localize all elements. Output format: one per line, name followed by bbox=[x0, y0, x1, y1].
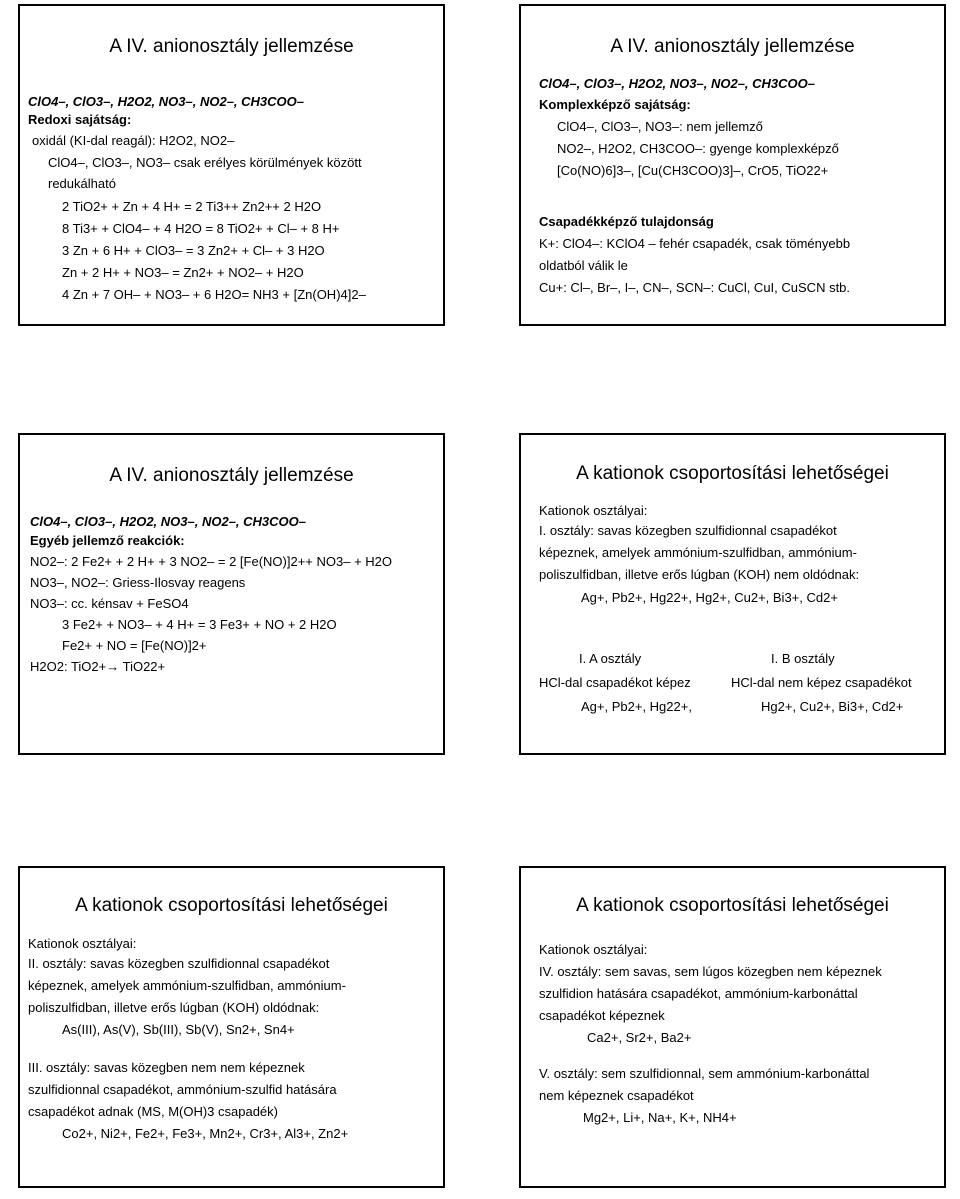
slide-cation-class-1 bbox=[519, 433, 946, 755]
text-line: poliszulfidban, illetve erős lúgban (KOH) oldódnak: bbox=[28, 1000, 320, 1015]
text-line: nem képeznek csapadékot bbox=[539, 1088, 694, 1103]
slide-title: A IV. anionosztály jellemzése bbox=[610, 36, 855, 57]
text-line: képeznek, amelyek ammónium-szulfidban, ammónium- bbox=[539, 545, 857, 560]
ion-list: As(III), As(V), Sb(III), Sb(V), Sn2+, Sn4+ bbox=[62, 1022, 295, 1037]
equation-line: 8 Ti3+ + ClO4– + 4 H2O = 8 TiO2+ + Cl– + 8 H+ bbox=[62, 221, 340, 236]
anion-list: ClO4–, ClO3–, H2O2, NO3–, NO2–, CH3COO– bbox=[30, 514, 306, 529]
ion-list: Mg2+, Li+, Na+, K+, NH4+ bbox=[583, 1110, 737, 1125]
text-line: K+: ClO4–: KClO4 – fehér csapadék, csak töményebb bbox=[539, 236, 851, 251]
ion-list: Co2+, Ni2+, Fe2+, Fe3+, Mn2+, Cr3+, Al3+, Zn2+ bbox=[62, 1126, 349, 1141]
text-line: oxidál (KI-dal reagál): H2O2, NO2– bbox=[32, 133, 235, 148]
slide-cation-class-4-5 bbox=[519, 866, 946, 1188]
subclass-b-ions: Hg2+, Cu2+, Bi3+, Cd2+ bbox=[761, 699, 904, 714]
slide-title: A kationok csoportosítási lehetőségei bbox=[75, 895, 388, 916]
slide-title: A IV. anionosztály jellemzése bbox=[109, 465, 354, 486]
slide-title: A IV. anionosztály jellemzése bbox=[109, 36, 354, 57]
slide-title: A kationok csoportosítási lehetőségei bbox=[576, 895, 889, 916]
text-line: poliszulfidban, illetve erős lúgban (KOH) nem oldódnak: bbox=[539, 567, 860, 582]
section-heading: Csapadékképző tulajdonság bbox=[539, 214, 714, 229]
equation-line: Zn + 2 H+ + NO3– = Zn2+ + NO2– + H2O bbox=[62, 265, 304, 280]
subclass-b-heading: I. B osztály bbox=[771, 651, 835, 666]
anion-list: ClO4–, ClO3–, H2O2, NO3–, NO2–, CH3COO– bbox=[539, 76, 815, 91]
subclass-a-ions: Ag+, Pb2+, Hg22+, bbox=[581, 699, 692, 714]
text-line: ClO4–, ClO3–, NO3– csak erélyes körülmények között bbox=[48, 155, 362, 170]
class-heading: I. osztály: savas közegben szulfidionnal csapadékot bbox=[539, 523, 837, 538]
slide-anion-redox bbox=[18, 4, 445, 326]
text-line: NO3–, NO2–: Griess-Ilosvay reagens bbox=[30, 575, 246, 590]
section-heading: Egyéb jellemző reakciók: bbox=[30, 533, 185, 548]
text-line: H2O2: TiO2+→ TiO22+ bbox=[30, 659, 166, 674]
text-line: Kationok osztályai: bbox=[539, 942, 648, 957]
text-line: Cu+: Cl–, Br–, I–, CN–, SCN–: CuCl, CuI, CuSCN stb. bbox=[539, 280, 851, 295]
text-line: Kationok osztályai: bbox=[539, 503, 648, 518]
slide-anion-reactions bbox=[18, 433, 445, 755]
text-line: ClO4–, ClO3–, NO3–: nem jellemző bbox=[557, 119, 763, 134]
equation-line: 2 TiO2+ + Zn + 4 H+ = 2 Ti3++ Zn2++ 2 H2O bbox=[62, 199, 322, 214]
text-line: képeznek, amelyek ammónium-szulfidban, ammónium- bbox=[28, 978, 346, 993]
equation-line: NO2–: 2 Fe2+ + 2 H+ + 3 NO2– = 2 [Fe(NO)]2++ NO3– + H2O bbox=[30, 554, 393, 569]
text-line: csapadékot adnak (MS, M(OH)3 csapadék) bbox=[28, 1104, 278, 1119]
subclass-b-desc: HCl-dal nem képez csapadékot bbox=[731, 675, 912, 690]
subclass-a-desc: HCl-dal csapadékot képez bbox=[539, 675, 691, 690]
equation-line: Fe2+ + NO = [Fe(NO)]2+ bbox=[62, 638, 207, 653]
equation-line: 4 Zn + 7 OH– + NO3– + 6 H2O= NH3 + [Zn(OH)4]2– bbox=[62, 287, 366, 302]
class-heading: IV. osztály: sem savas, sem lúgos közegben nem képeznek bbox=[539, 964, 882, 979]
text-line: oldatból válik le bbox=[539, 258, 628, 273]
section-heading: Redoxi sajátság: bbox=[28, 112, 132, 127]
slide-cation-class-2-3 bbox=[18, 866, 445, 1188]
text-line: NO3–: cc. kénsav + FeSO4 bbox=[30, 596, 189, 611]
text-line: [Co(NO)6]3–, [Cu(CH3COO)3]–, CrO5, TiO22+ bbox=[557, 163, 829, 178]
class-heading: V. osztály: sem szulfidionnal, sem ammónium-karbonáttal bbox=[539, 1066, 870, 1081]
slide-anion-complex bbox=[519, 4, 946, 326]
text-line: NO2–, H2O2, CH3COO–: gyenge komplexképző bbox=[557, 141, 839, 156]
anion-list: ClO4–, ClO3–, H2O2, NO3–, NO2–, CH3COO– bbox=[28, 94, 304, 109]
section-heading: Komplexképző sajátság: bbox=[539, 97, 691, 112]
slide-title: A kationok csoportosítási lehetőségei bbox=[576, 463, 889, 484]
text-line: szulfidion hatására csapadékot, ammónium-karbonáttal bbox=[539, 986, 858, 1001]
class-heading: III. osztály: savas közegben nem nem képeznek bbox=[28, 1060, 305, 1075]
ion-list: Ca2+, Sr2+, Ba2+ bbox=[587, 1030, 692, 1045]
text-line: szulfidionnal csapadékot, ammónium-szulfid hatására bbox=[28, 1082, 337, 1097]
ion-list: Ag+, Pb2+, Hg22+, Hg2+, Cu2+, Bi3+, Cd2+ bbox=[581, 590, 838, 605]
text-line: csapadékot képeznek bbox=[539, 1008, 665, 1023]
equation-line: 3 Fe2+ + NO3– + 4 H+ = 3 Fe3+ + NO + 2 H2O bbox=[62, 617, 337, 632]
text-line: redukálható bbox=[48, 176, 116, 191]
equation-line: 3 Zn + 6 H+ + ClO3– = 3 Zn2+ + Cl– + 3 H2O bbox=[62, 243, 325, 258]
subclass-a-heading: I. A osztály bbox=[579, 651, 642, 666]
class-heading: II. osztály: savas közegben szulfidionnal csapadékot bbox=[28, 956, 330, 971]
text-line: Kationok osztályai: bbox=[28, 936, 137, 951]
